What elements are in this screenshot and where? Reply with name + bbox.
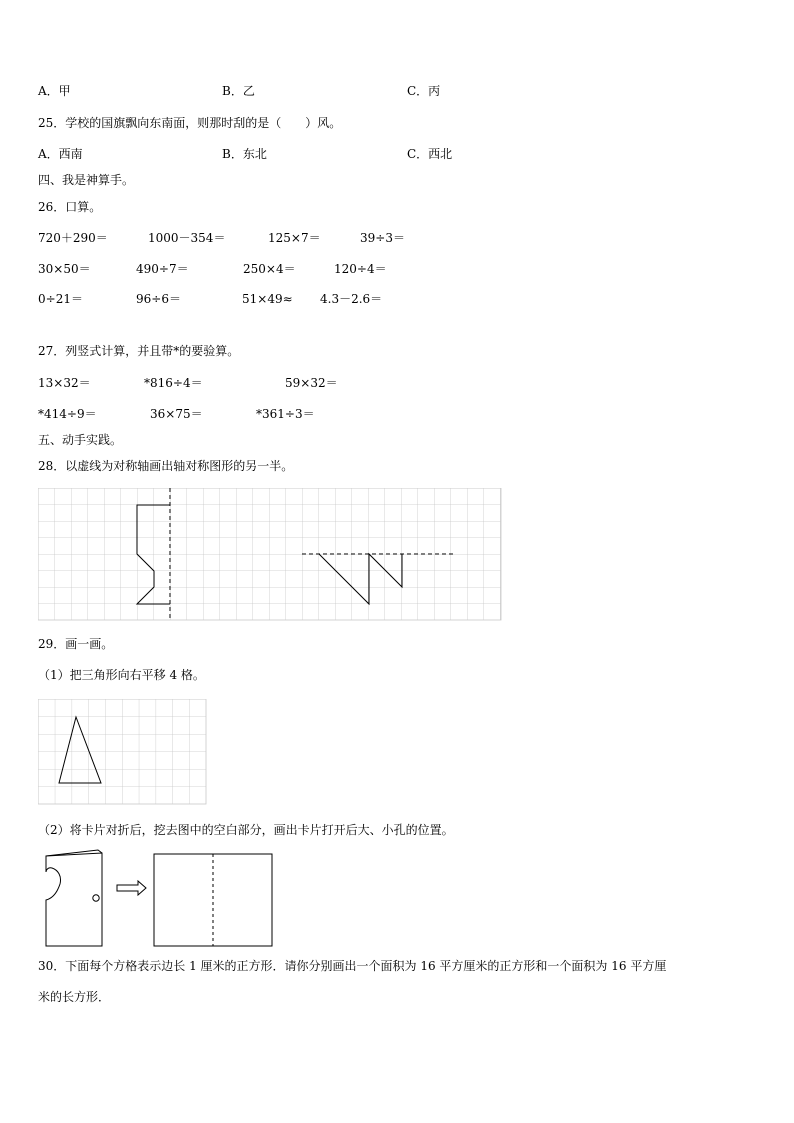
calc-item: 51×49≈ <box>242 292 293 306</box>
section-heading: 五、动手实践。 <box>38 433 123 447</box>
calc-item: 250×4＝ <box>243 262 296 276</box>
option-a: A．西南 <box>38 147 83 161</box>
option-a: A．甲 <box>38 84 71 98</box>
question-25-stem: 25．学校的国旗飘向东南面，则那时刮的是（ ）风。 <box>38 116 342 130</box>
calc-item: 125×7＝ <box>268 231 321 245</box>
question-26-title: 26．口算。 <box>38 200 102 214</box>
calc-item: 30×50＝ <box>38 262 91 276</box>
calc-item: 0÷21＝ <box>38 292 83 306</box>
calc-item: 39÷3＝ <box>360 231 405 245</box>
section-heading: 四、我是神算手。 <box>38 173 135 187</box>
calc-item: 120÷4＝ <box>334 262 387 276</box>
calc-item: 36×75＝ <box>150 407 203 421</box>
option-c: C．西北 <box>407 147 453 161</box>
option-c: C．丙 <box>407 84 441 98</box>
sub-question-2: （2）将卡片对折后，挖去图中的空白部分，画出卡片打开后大、小孔的位置。 <box>38 823 454 837</box>
calc-item: *816÷4＝ <box>144 376 203 390</box>
question-29-title: 29．画一画。 <box>38 637 114 651</box>
calc-item: 4.3－2.6＝ <box>320 292 383 306</box>
question-30-line2: 米的长方形． <box>38 990 111 1004</box>
calc-item: 96÷6＝ <box>136 292 181 306</box>
question-28-title: 28．以虚线为对称轴画出轴对称图形的另一半。 <box>38 459 294 473</box>
option-b: B．东北 <box>222 147 267 161</box>
folded-card-figure <box>42 848 277 950</box>
question-27-title: 27．列竖式计算，并且带*的要验算。 <box>38 344 240 358</box>
calc-item: *361÷3＝ <box>256 407 315 421</box>
symmetry-grid <box>38 488 503 622</box>
calc-item: 1000－354＝ <box>148 231 226 245</box>
calc-item: *414÷9＝ <box>38 407 97 421</box>
calc-item: 59×32＝ <box>285 376 338 390</box>
option-b: B．乙 <box>222 84 255 98</box>
arrow-icon <box>117 881 146 895</box>
calc-item: 720＋290＝ <box>38 231 108 245</box>
calc-item: 490÷7＝ <box>136 262 189 276</box>
sub-question-1: （1）把三角形向右平移 4 格。 <box>38 668 205 682</box>
translation-grid <box>38 699 208 806</box>
calc-item: 13×32＝ <box>38 376 91 390</box>
question-30-line1: 30．下面每个方格表示边长 1 厘米的正方形．请你分别画出一个面积为 16 平方厘米的正方形和一个面积为 16 平方厘 <box>38 959 667 973</box>
